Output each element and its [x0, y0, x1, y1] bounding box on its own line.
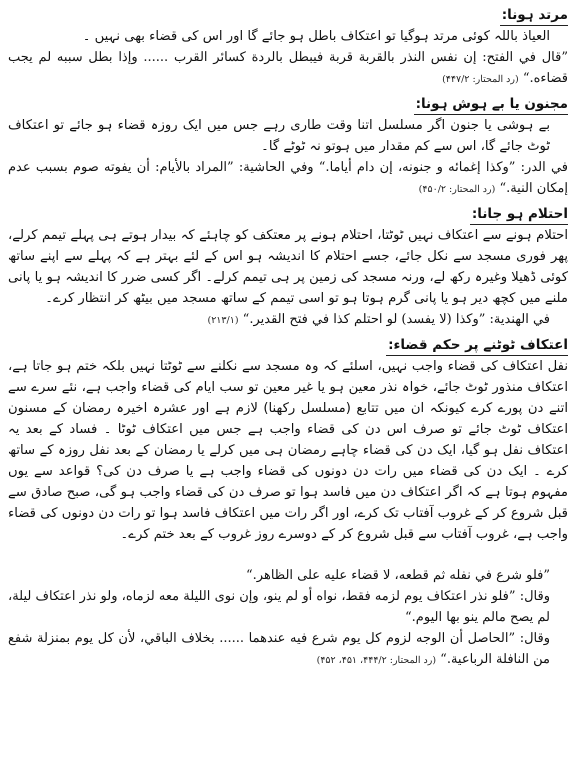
section-heading: احتلام ہو جانا: — [470, 204, 568, 225]
section-apostasy — [8, 4, 568, 90]
section-heading: اعتکاف ٹوٹنے پر حکم قضاء: — [386, 335, 568, 356]
reference: (۲۱۳/۱) — [207, 315, 239, 326]
section-insanity — [8, 93, 568, 200]
urdu-paragraph: العیاذ باللہ کوئی مرتد ہوگیا تو اعتکاف باطل ہو جائے گا اور اس کی قضاء بھی نہیں ۔ — [82, 29, 550, 44]
arabic-quote: في الدر: ”وكذا إغمائه و جنونه، إن دام أياما.“ وفي الحاشية: ”المراد بالأيام: أن يفوته صوم بسبب عدم إمكان النية.“ — [8, 160, 568, 196]
arabic-quote: ”قال في الفتح: إن نفس النذر بالقربة قربة فيبطل بالردة كسائر القرب ...... وإذا بطل سببه لم يجب قضاءه.“ — [8, 50, 568, 86]
urdu-paragraph: احتلام ہونے سے اعتکاف نہیں ٹوٹتا، احتلام ہونے پر معتکف کو چاہئے کہ بیدار ہوتے ہی پہلے تیمم کرلے، پھر فوری مسجد سے نکل جائے، جسے احتلام کا اندیشہ ہو اس کے لئے بہتر ہے کہ پہلے سے اپنے ساتھ کوئی ڈھیلا وغیرہ رکھ لے، ورنہ مسجد کی زمین پر ہی تیمم کرلے۔ اگر کسی ضرر کا اندیشہ ہو یا پانی ملنے میں کچھ دیر ہو یا پانی گرم ہوتا ہو تو اسی تیمم کے ساتھ مسجد میں بیٹھ کر انتظار کرے۔ — [8, 228, 568, 306]
reference: (رد المحتار: ۴۵۰/۲) — [418, 184, 496, 195]
section-heading: مجنون یا بے ہوش ہونا: — [414, 94, 568, 115]
urdu-paragraph: بے ہوشی یا جنون اگر مسلسل اتنا وقت طاری رہے جس میں ایک روزہ قضاء ہو جائے تو اعتکاف ٹوٹ جائے گا، اس سے کم مقدار میں ہوتو نہ ٹوٹے گا۔ — [8, 118, 550, 154]
section-qada-ruling — [8, 334, 568, 671]
blank-line — [8, 545, 568, 565]
section-heading: مرتد ہونا: — [500, 5, 568, 26]
section-nocturnal-emission — [8, 203, 568, 331]
arabic-quote: ”فلو شرع في نفله ثم قطعه، لا قضاء عليه على الظاهر.“ — [246, 568, 550, 583]
reference: (رد المحتار: ۴۴۴/۲، ۴۵۱، ۴۵۲) — [316, 655, 437, 666]
arabic-quote: وقال: ”فلو نذر اعتكاف يوم لزمه فقط، نواه أو لم ينو، وإن نوى الليلة معه لزماه، ولو نذر اعتكاف ليلة، لم يصح مالم ينو بها اليوم.“ — [8, 589, 550, 625]
urdu-paragraph: نفل اعتکاف کی قضاء واجب نہیں، اسلئے کہ وہ مسجد سے نکلنے سے ٹوٹتا نہیں بلکہ ختم ہو جاتا ہے، اعتکاف منذور ٹوٹ جائے، خواہ نذر معین ہو یا غیر معین تو سب ایام کی قضاء واجب ہے، نئے سرے سے اتنے دن پورے کرے کیونکہ ان میں تتابع (مسلسل رکھنا) لازم ہے اور عشرہ اخیرہ رمضان کے مسنون اعتکاف ٹوٹ جائے تو صرف اس دن کی قضاء واجب ہے جس میں اعتکاف ٹوٹا ۔ فساد کے بعد یہ اعتکاف نفل ہو گیا، ایک دن کی قضاء چاہے رمضان ہی میں کرلے یا رمضان کے بعد نفل روزہ کے ساتھ کرے ۔ ایک دن کی قضاء میں رات دن دونوں کی قضاء واجب ہے یا صرف دن کی؟ قواعد سے یوں مفہوم ہوتا ہے کہ اگر اعتکاف دن میں فاسد ہوا تو صرف دن کی قضاء واجب ہو گی، صبح صادق سے قبل شروع کر کے غروب آفتاب تک کرے، اور اگر رات میں اعتکاف فاسد ہوا تو رات دن دونوں کی قضاء واجب ہے، غروب آفتاب سے قبل شروع کر کے دوسرے روز غروب کے بعد ختم کرے۔ — [8, 359, 568, 542]
arabic-quote: في الهندية: ”وكذا (لا يفسد) لو احتلم كذا في فتح القدير.“ — [242, 312, 550, 327]
reference: (رد المحتار: ۴۴۷/۲) — [442, 74, 519, 85]
arabic-quote: وقال: ”الحاصل أن الوجه لزوم كل يوم شرع فيه عندهما ...... بخلاف الباقي، لأن كل يوم بمنزلة شفع من النافلة الرباعية.“ — [8, 631, 550, 667]
